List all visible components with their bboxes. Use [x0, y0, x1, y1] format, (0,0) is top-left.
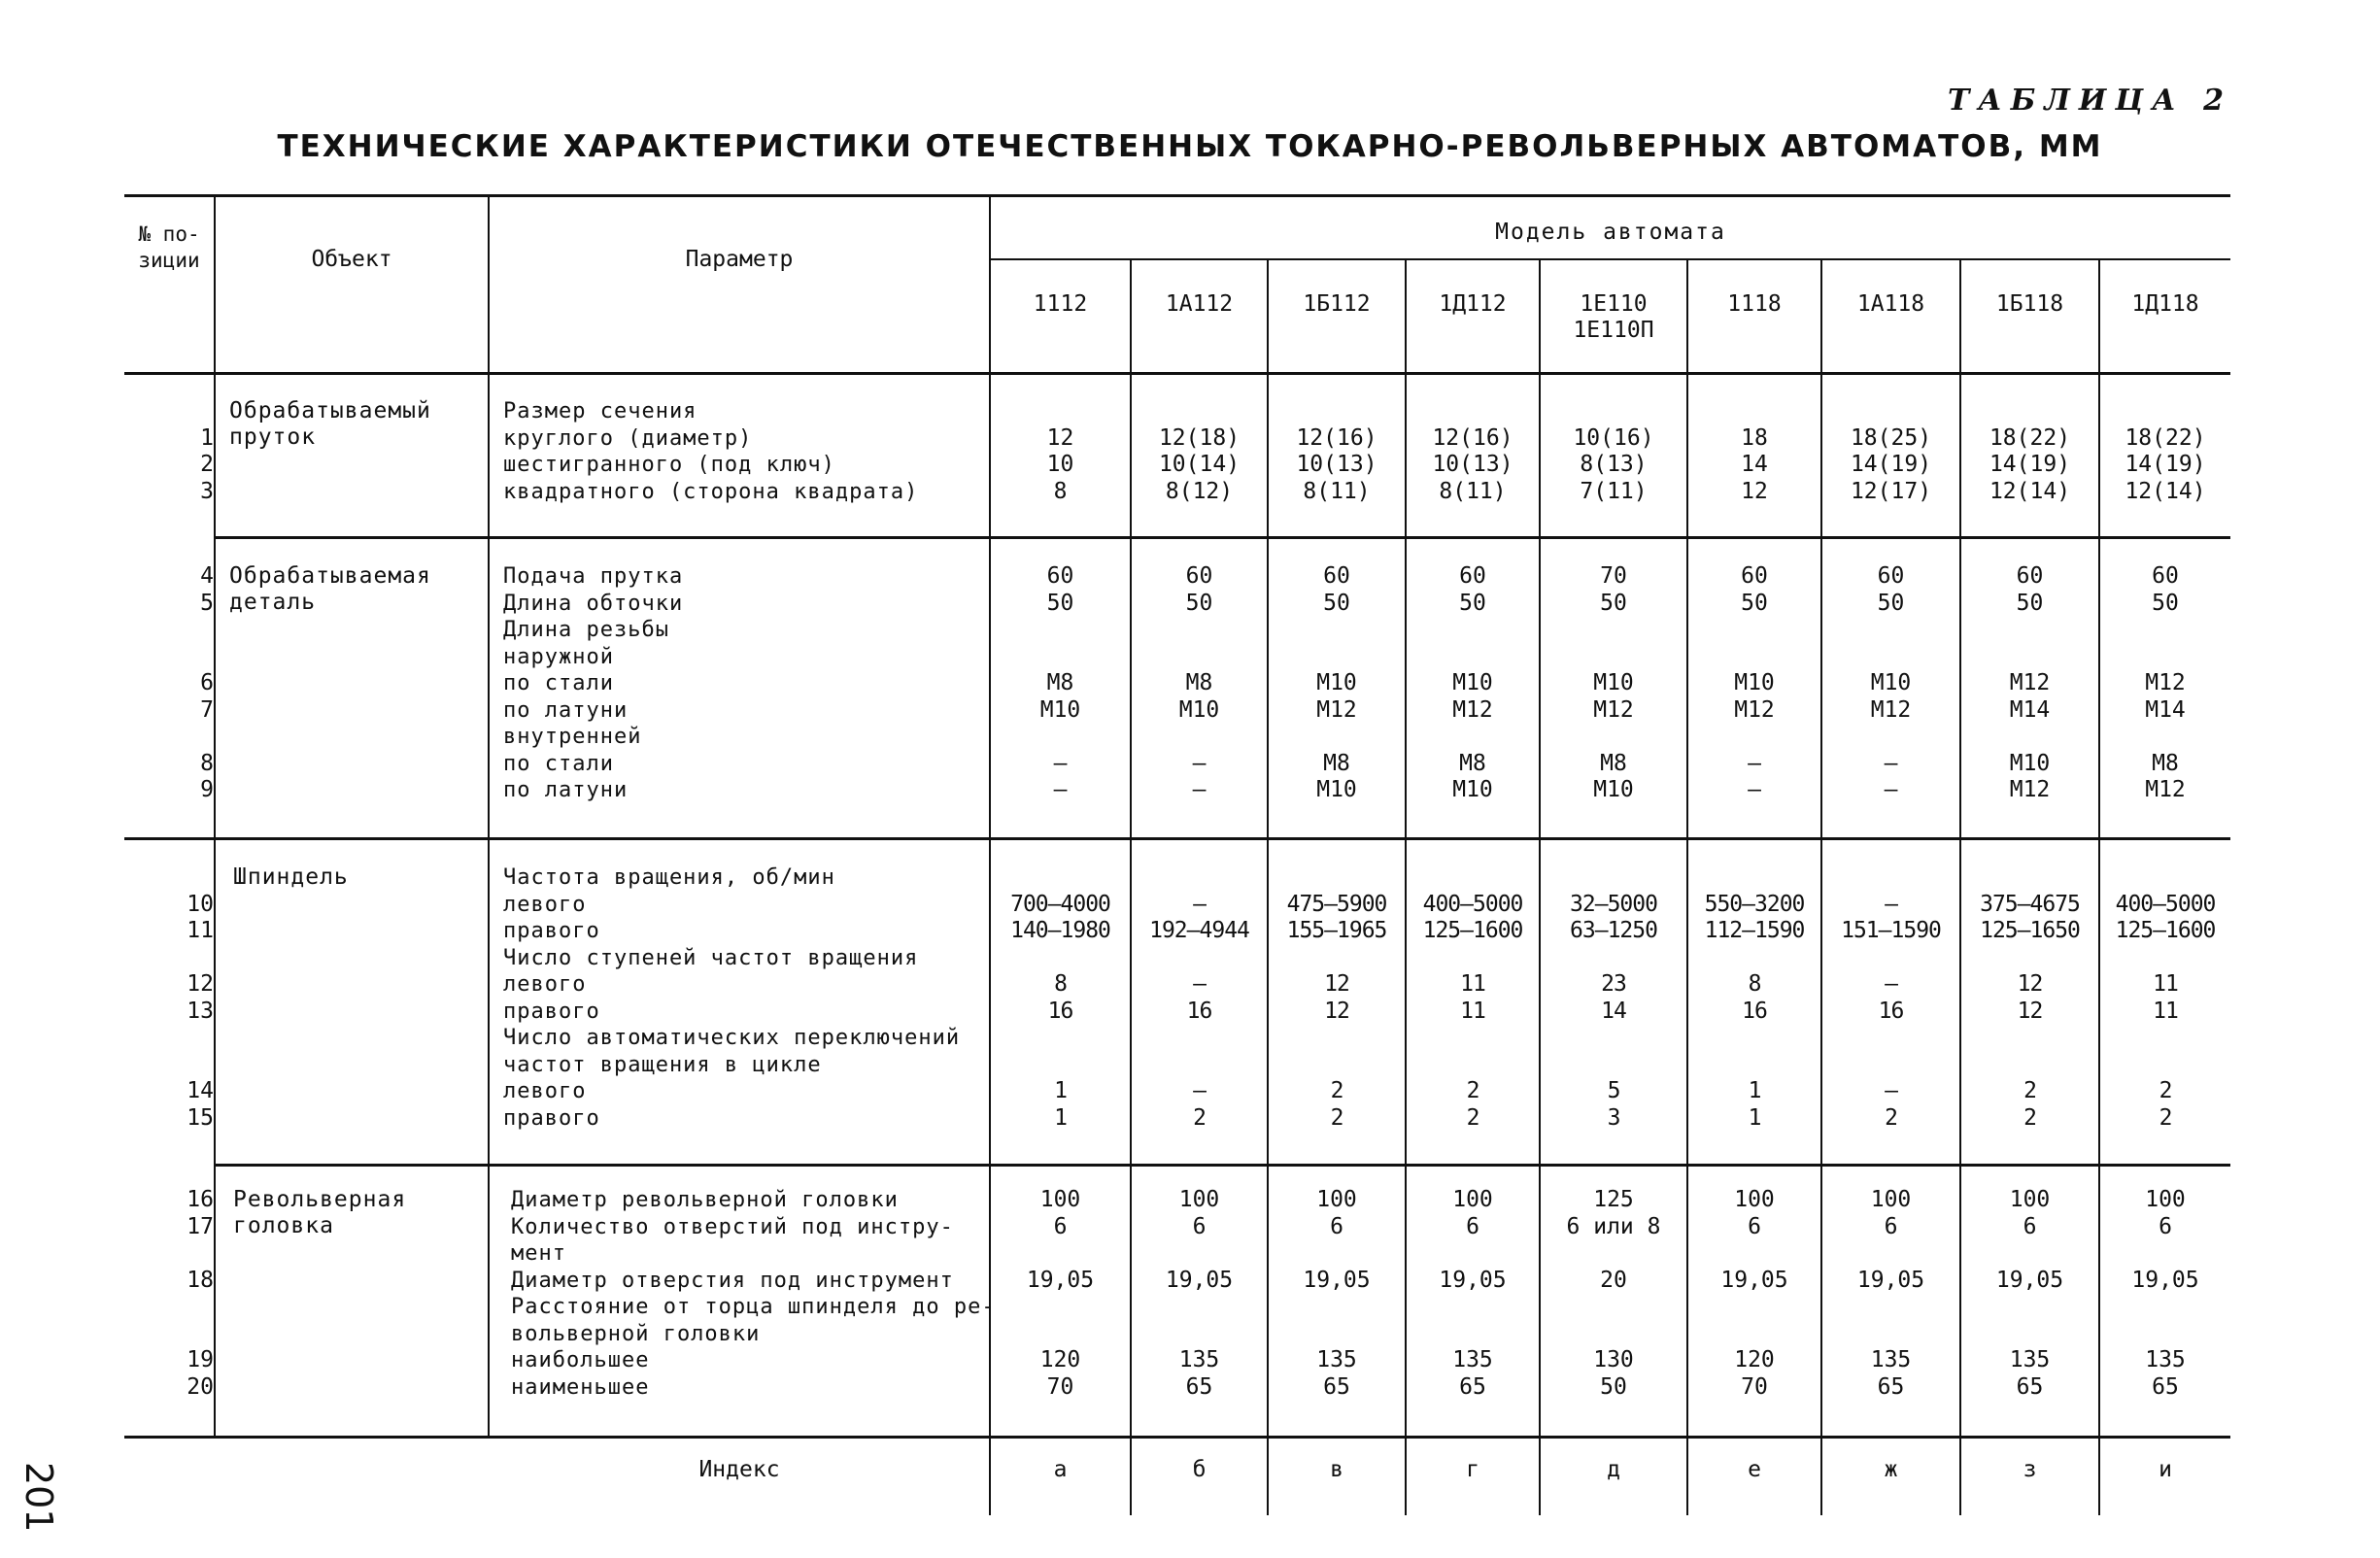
page-title: ТЕХНИЧЕСКИЕ ХАРАКТЕРИСТИКИ ОТЕЧЕСТВЕННЫХ ТОКАРНО-РЕВОЛЬВЕРНЫХ АВТОМАТОВ, ММ [277, 129, 2103, 164]
model-header: 1Д118 [2131, 291, 2199, 317]
param-list: Диаметр револьверной головки Количество отверстий под инстру- мент Диаметр отверстия под инструмент Расстояние от торца шпинделя до ре- вольверной головки наибольшее наименьшее [511, 1188, 996, 1400]
value-cell: 70 50 М10 М12 М8 М10 [1593, 563, 1634, 802]
value-cell: 18 14 12 [1741, 424, 1768, 504]
value-cell: 400—5000 125—1600 11 11 2 2 [2115, 891, 2216, 1131]
value-cell: 60 50 М12 М14 М8 М12 [2145, 563, 2186, 802]
header-model-group: Модель автомата [1495, 220, 1726, 245]
value-cell: 100 6 19,05 135 65 [1995, 1187, 2064, 1400]
rule-top [124, 194, 2230, 197]
index-cell: з [2023, 1457, 2037, 1482]
index-label: Индекс [698, 1457, 780, 1482]
param-list: Размер сечения круглого (диаметр) шестигранного (под ключ) квадратного (сторона квадрата) [503, 399, 919, 504]
value-cell: 60 50 М10 М12 — — [1870, 563, 1912, 802]
value-cell: 18(22) 14(19) 12(14) [1989, 424, 2071, 504]
value-cell: 10(16) 8(13) 7(11) [1573, 424, 1654, 504]
rule-header-bottom [124, 372, 2230, 375]
value-cell: 100 6 19,05 135 65 [1165, 1187, 1234, 1400]
value-cell: 550—3200 112—1590 8 16 1 1 [1704, 891, 1805, 1131]
rule-model-group [989, 258, 2230, 260]
model-header: 1112 [1033, 291, 1088, 317]
model-header: 1Е110 1Е110П [1573, 291, 1654, 343]
param-list: Подача прутка Длина обточки Длина резьбы наружной по стали по латуни внутренней по стали по латуни [503, 564, 684, 802]
object-label: Шпиндель [233, 864, 349, 890]
rule-section-2 [124, 837, 2230, 840]
row-numbers: 10 11 12 13 14 15 [187, 891, 214, 1131]
object-label: Револьверная головка [233, 1187, 407, 1238]
row-numbers: 1 2 3 [200, 424, 214, 504]
value-cell: 100 6 19,05 135 65 [1439, 1187, 1507, 1400]
index-cell: в [1330, 1457, 1343, 1482]
value-cell: 60 50 М10 М12 М8 М10 [1452, 563, 1493, 802]
value-cell: 60 50 М10 М12 — — [1734, 563, 1775, 802]
index-cell: б [1192, 1457, 1207, 1482]
value-cell: 475—5900 155—1965 12 12 2 2 [1286, 891, 1387, 1131]
value-cell: 32—5000 63—1250 23 14 5 3 [1570, 891, 1657, 1131]
model-header: 1А118 [1856, 291, 1925, 317]
index-cell: д [1607, 1457, 1620, 1482]
value-cell: 12 10 8 [1046, 424, 1074, 504]
value-cell: 100 6 19,05 135 65 [1303, 1187, 1371, 1400]
value-cell: 12(16) 10(13) 8(11) [1296, 424, 1377, 504]
model-header: 1А112 [1165, 291, 1234, 317]
page-number: 201 [17, 1462, 60, 1533]
model-header: 1Д112 [1439, 291, 1507, 317]
value-cell: 100 6 19,05 120 70 [1720, 1187, 1788, 1400]
rule-section-3 [214, 1164, 2230, 1167]
value-cell: 400—5000 125—1600 11 11 2 2 [1422, 891, 1523, 1131]
value-cell: 100 6 19,05 120 70 [1026, 1187, 1095, 1400]
value-cell: 100 6 19,05 135 65 [1856, 1187, 1925, 1400]
value-cell: 60 50 М12 М14 М10 М12 [2009, 563, 2051, 802]
value-cell: 12(18) 10(14) 8(12) [1158, 424, 1241, 504]
table-label: ТАБЛИЦА 2 [1947, 84, 2232, 118]
value-cell: 125 6 или 8 20 130 50 [1566, 1187, 1661, 1400]
row-numbers: 16 17 18 19 20 [187, 1187, 214, 1400]
value-cell: 60 50 М8 М10 — — [1178, 563, 1220, 802]
object-label: Обрабатываемый пруток [229, 398, 431, 450]
value-cell: 700—4000 140—1980 8 16 1 1 [1010, 891, 1110, 1131]
index-cell: е [1748, 1457, 1761, 1482]
model-header: 1Б118 [1995, 291, 2064, 317]
model-header: 1Б112 [1303, 291, 1371, 317]
value-cell: 100 6 19,05 135 65 [2131, 1187, 2199, 1400]
value-cell: — 192—4944 — 16 — 2 [1149, 891, 1249, 1131]
index-cell: и [2159, 1457, 2172, 1482]
value-cell: 60 50 М8 М10 — — [1039, 563, 1081, 802]
value-cell: 18(25) 14(19) 12(17) [1850, 424, 1932, 504]
value-cell: 60 50 М10 М12 М8 М10 [1316, 563, 1357, 802]
value-cell: 12(16) 10(13) 8(11) [1432, 424, 1513, 504]
rule-section-4 [124, 1436, 2230, 1439]
header-object: Объект [311, 247, 392, 272]
row-numbers: 4 5 6 7 8 9 [200, 563, 214, 802]
value-cell: 375—4675 125—1650 12 12 2 2 [1980, 891, 2080, 1131]
header-pos: № по- зиции [138, 222, 200, 272]
model-header: 1118 [1727, 291, 1782, 317]
vrule-pos [214, 194, 216, 1438]
index-cell: ж [1884, 1457, 1898, 1482]
object-label: Обрабатываемая деталь [229, 563, 431, 615]
value-cell: 18(22) 14(19) 12(14) [2125, 424, 2206, 504]
rule-section-1 [214, 536, 2230, 539]
value-cell: — 151—1590 — 16 — 2 [1841, 891, 1941, 1131]
param-list: Частота вращения, об/мин левого правого Число ступеней частот вращения левого правого Число автоматических переключений частот вращения в цикле левого правого [503, 865, 961, 1131]
index-cell: г [1466, 1457, 1479, 1482]
vrule-object [488, 194, 490, 1438]
header-param: Параметр [685, 247, 794, 272]
index-cell: а [1053, 1457, 1068, 1482]
